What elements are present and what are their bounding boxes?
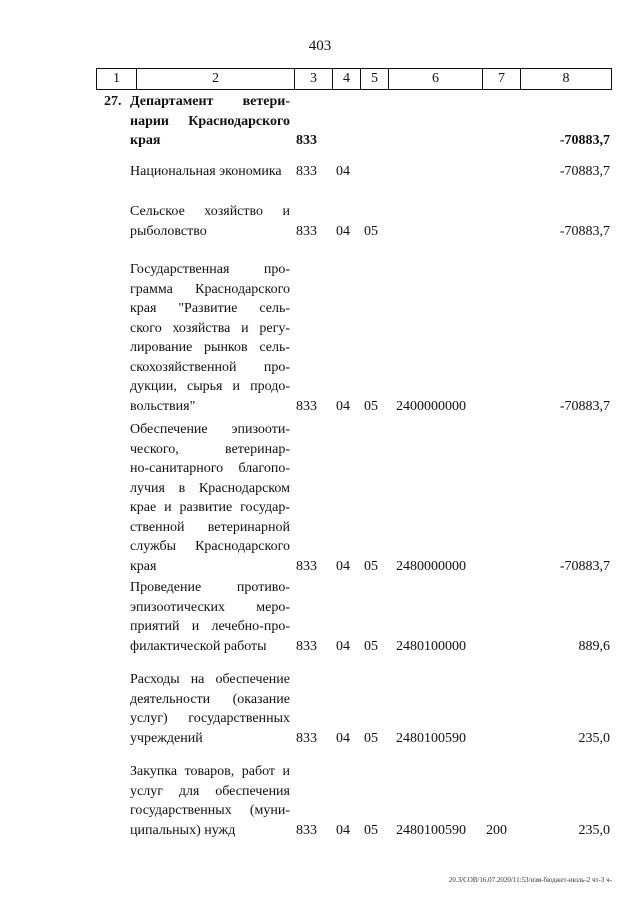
row-name-line: грамма Краснодарского: [130, 281, 290, 297]
row-name-line: ческого, ветеринар-: [130, 441, 290, 457]
row-name-line: крае и развитие государ-: [130, 500, 290, 515]
row-name-line: края: [130, 133, 161, 148]
row-name: [130, 762, 290, 840]
col-code: 833: [296, 822, 317, 838]
row-name: [130, 420, 290, 576]
row-name-line: Проведение противо-: [130, 580, 290, 595]
col-amount: -70883,7: [559, 133, 610, 148]
col-amount: 889,6: [578, 638, 610, 654]
col-subsection: 05: [364, 730, 378, 746]
row-name-line: вольствия": [130, 398, 196, 414]
row-name-line: приятий и лечебно-про-: [130, 619, 290, 634]
col-code: 833: [296, 558, 317, 574]
col-target: 2400000000: [396, 398, 466, 414]
row-name-line: скохозяйственной про-: [130, 359, 290, 375]
row-name-line: услуг) государственных: [130, 711, 290, 726]
col-amount: -70883,7: [559, 164, 610, 179]
col-section: 04: [336, 558, 350, 574]
row-name-line: филактической работы: [130, 638, 267, 654]
row-name: [130, 670, 290, 748]
col-code: 833: [296, 398, 317, 414]
document-footer: 20.3/СОВ/16.07.2020/11:53/изм-бюджет-июль-2 чт-3 ч-: [448, 876, 612, 884]
row-name-line: края: [130, 558, 157, 574]
table-header: [96, 68, 612, 90]
col-section: 04: [336, 398, 350, 414]
row-name-line: Государственная про-: [130, 262, 290, 277]
col-subsection: 05: [364, 223, 378, 239]
row-name-line: лирование рынков сель-: [130, 340, 290, 355]
row-name-line: ского хозяйства и регу-: [130, 320, 290, 336]
col-subsection: 05: [364, 398, 378, 414]
table-row: [96, 92, 612, 151]
col-target: 2480000000: [396, 558, 466, 574]
table-row: [96, 762, 612, 840]
col-subsection: 05: [364, 558, 378, 574]
col-section: 04: [336, 223, 350, 239]
row-name-line: нарии Краснодарского: [130, 113, 290, 129]
row-name-line: Департамент ветери-: [130, 94, 290, 109]
col-amount: -70883,7: [559, 398, 610, 414]
header-col-5: 5: [361, 69, 389, 89]
header-col-6: 6: [389, 69, 483, 89]
row-name-line: ственной ветеринарной: [130, 519, 290, 535]
col-subsection: 05: [364, 638, 378, 654]
row-name-line: но-санитарного благопо-: [130, 461, 290, 476]
header-col-7: 7: [483, 69, 521, 89]
col-section: 04: [336, 638, 350, 654]
row-name: [130, 92, 290, 151]
col-code: 833: [296, 638, 317, 654]
col-section: 04: [336, 730, 350, 746]
table-row: [96, 162, 612, 182]
table-row: [96, 670, 612, 748]
col-amount: 235,0: [578, 822, 610, 838]
row-name-line: дукции, сырья и продо-: [130, 379, 290, 394]
row-name-line: Сельское хозяйство и: [130, 204, 290, 219]
row-name-line: лучия в Краснодарском: [130, 480, 290, 496]
header-col-4: 4: [333, 69, 361, 89]
col-code: 833: [296, 730, 317, 746]
row-name: [130, 578, 290, 656]
col-amount: 235,0: [578, 730, 610, 746]
col-code: 833: [296, 133, 317, 148]
col-target: 2480100000: [396, 638, 466, 654]
col-amount: -70883,7: [559, 223, 610, 239]
col-target: 2480100590: [396, 822, 466, 838]
header-col-8: 8: [562, 71, 570, 86]
col-section: 04: [336, 164, 350, 179]
row-name-line: службы Краснодарского: [130, 539, 290, 554]
header-col-1: 1: [97, 69, 137, 89]
row-name: [130, 162, 290, 182]
table-row: [96, 202, 612, 241]
row-name-line: государственных (муни-: [130, 803, 290, 818]
col-subsection: 05: [364, 822, 378, 838]
row-name-line: края "Развитие сель-: [130, 301, 290, 316]
row-name-line: Расходы на обеспечение: [130, 672, 290, 687]
table-row: [96, 420, 612, 576]
row-name-line: Закупка товаров, работ и: [130, 764, 290, 779]
row-name-line: ципальных) нужд: [130, 822, 236, 838]
col-code: 833: [296, 223, 317, 239]
row-name-line: Обеспечение эпизооти-: [130, 422, 290, 437]
col-expense-type: 200: [486, 822, 507, 838]
row-name-line: деятельности (оказание: [130, 691, 290, 707]
page-number: 403: [308, 38, 332, 54]
table-row: [96, 260, 612, 416]
row-number: 27.: [104, 94, 122, 109]
row-name-line: Национальная экономика: [130, 164, 282, 179]
col-target: 2480100590: [396, 730, 466, 746]
col-amount: -70883,7: [559, 558, 610, 574]
row-name-line: эпизоотических меро-: [130, 599, 290, 615]
row-name-line: услуг для обеспечения: [130, 783, 290, 799]
row-name-line: учреждений: [130, 730, 203, 746]
col-code: 833: [296, 164, 317, 179]
header-col-3: 3: [295, 69, 333, 89]
row-name: [130, 202, 290, 241]
col-section: 04: [336, 822, 350, 838]
row-name-line: рыболовство: [130, 223, 207, 239]
table-row: [96, 578, 612, 656]
header-col-2: 2: [137, 69, 295, 89]
row-name: [130, 260, 290, 416]
